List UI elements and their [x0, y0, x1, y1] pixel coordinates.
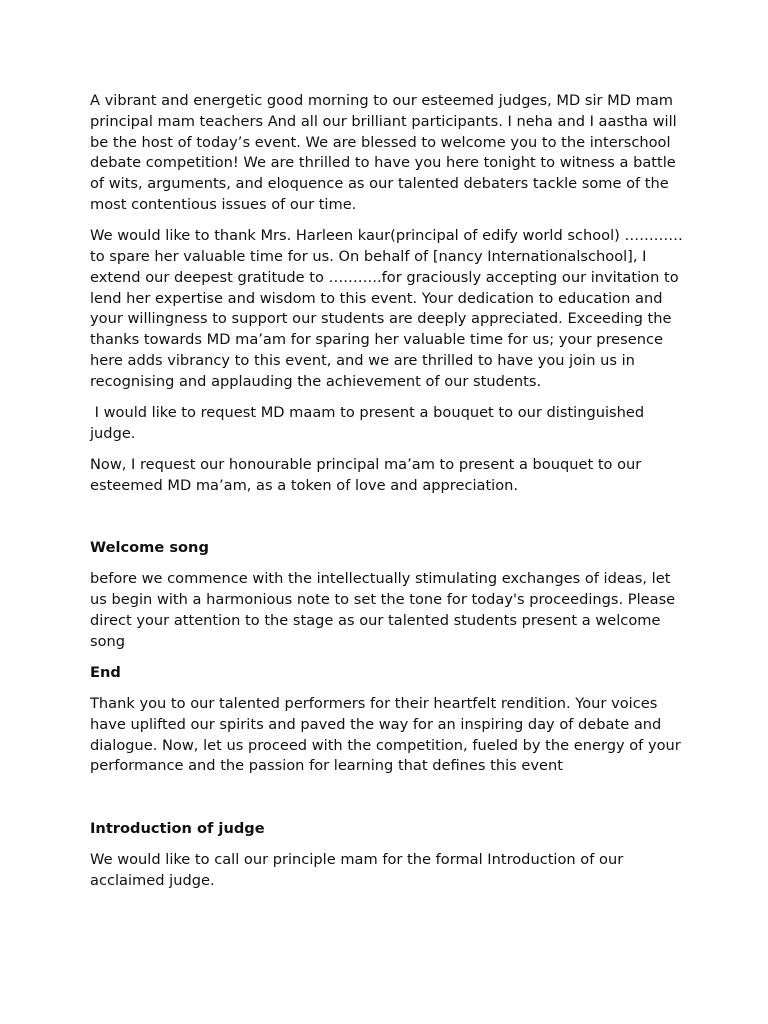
document-page — [90, 91, 690, 902]
section-spacer — [90, 788, 690, 819]
heading-end: End — [90, 663, 121, 681]
paragraph-introduction-of-judge: We would like to call our principle mam for the formal Introduction of our acclaimed judge. — [90, 851, 628, 889]
paragraph-end: Thank you to our talented performers for their heartfelt rendition. Your voices have uplifted our spirits and paved the way for an inspiring day of debate and dialogue. Now, let us proceed with the competition, fueled by the energy of your performance and the passion for learning that defines this event — [90, 695, 686, 775]
paragraph-welcome-song: before we commence with the intellectually stimulating exchanges of ideas, let us begin with a harmonious note to set the tone for today's proceedings. Please direct your attention to the stage as our talented students present a welcome song — [90, 570, 680, 650]
heading-welcome-song: Welcome song — [90, 539, 209, 557]
paragraph-thanks: We would like to thank Mrs. Harleen kaur(principal of edify world school) ………… to spare her valuable time for us. On behalf of [nancy Internationalschool], I extend our deepest gratitude to ………..for graciously accepting our invitation to lend her expertise and wisdom to this event. Your dedication to education and your willingness to support our students are deeply appreciated. Exceeding the thanks towards MD ma’am for sparing her valuable time for us; your presence here adds vibrancy to this event, and we are thrilled to have you join us in recognising and applauding the achievement of our students. — [90, 227, 688, 390]
section-spacer — [90, 507, 690, 538]
paragraph-bouquet-request: I would like to request MD maam to present a bouquet to our distinguished judge. — [90, 403, 649, 442]
paragraph-bouquet-principal: Now, I request our honourable principal ma’am to present a bouquet to our esteemed MD ma’am, as a token of love and appreciation. — [90, 455, 646, 494]
heading-introduction-of-judge: Introduction of judge — [90, 819, 265, 837]
paragraph-welcome: A vibrant and energetic good morning to our esteemed judges, MD sir MD mam principal mam teachers And all our brilliant participants. I neha and I aastha will be the host of today’s event. We are blessed to welcome you to the interschool debate competition! We are thrilled to have you here tonight to witness a battle of wits, arguments, and eloquence as our talented debaters tackle some of the most contentious issues of our time. — [90, 92, 682, 213]
